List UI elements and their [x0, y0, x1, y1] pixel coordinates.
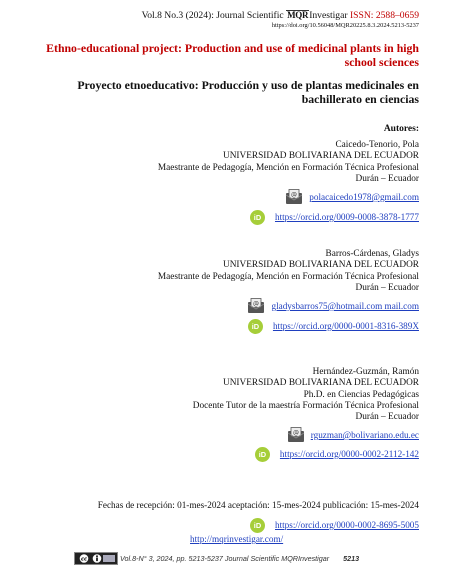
author-orcid-row	[248, 319, 419, 333]
doi[interactable]: https://doi.org/10.56048/MQR20225.8.3.2024.5213-5237	[271, 22, 419, 29]
author-email-row	[285, 190, 419, 204]
footer-citation: Vol.8-N° 3, 2024, pp. 5213-5237 Journal Scientific MQRInvestigar	[120, 554, 330, 563]
issn: ISSN: 2588–0659	[349, 10, 419, 21]
author-location: Durán – Ecuador	[355, 412, 419, 423]
reception-dates: Fechas de recepción: 01-mes-2024 aceptación: 15-mes-2024 publicación: 15-mes-2024	[97, 500, 419, 510]
author-block	[0, 367, 419, 423]
author-name: Barros-Cárdenas, Gladys	[325, 249, 419, 259]
author-university: UNIVERSIDAD BOLIVARIANA DEL ECUADOR	[222, 378, 419, 389]
orcid-id-icon: iD	[255, 447, 270, 462]
author-block	[0, 249, 419, 294]
journal-url-link[interactable]: http://mqrinvestigar.com/	[190, 534, 284, 544]
author-email-row	[287, 428, 419, 442]
author-location: Durán – Ecuador	[355, 282, 419, 293]
author-orcid-row	[250, 210, 419, 224]
journal-orcid-row	[250, 518, 419, 532]
creative-commons-by-icon	[74, 552, 118, 565]
envelope-at-icon	[287, 427, 305, 443]
orcid-id-icon: iD	[250, 210, 265, 225]
svg-text:cc: cc	[81, 556, 87, 563]
author-orcid-link[interactable]: https://orcid.org/0000-0002-2112-142	[279, 449, 419, 459]
author-university: UNIVERSIDAD BOLIVARIANA DEL ECUADOR	[222, 260, 419, 271]
journal-orcid-link[interactable]: https://orcid.org/0000-0002-8695-5005	[274, 520, 419, 530]
author-block	[0, 140, 419, 185]
journal-suffix: Investigar	[309, 10, 348, 21]
author-email-link[interactable]: rguzman@bolivariano.edu.ec	[310, 430, 419, 440]
orcid-id-icon: iD	[250, 518, 265, 533]
author-location: Durán – Ecuador	[355, 173, 419, 184]
title-english: Ethno-educational project: Production and use of medicinal plants in high school sciences	[46, 41, 419, 69]
author-email-row	[247, 299, 419, 313]
svg-text:@: @	[291, 191, 298, 199]
volume-text: Vol.8 No.3 (2024): Journal Scientific	[141, 10, 287, 21]
page-footer	[74, 552, 359, 565]
journal-header	[142, 10, 419, 21]
svg-text:@: @	[292, 429, 299, 437]
author-name: Hernández-Guzmán, Ramón	[312, 367, 419, 377]
author-orcid-link[interactable]: https://orcid.org/0000-0001-8316-389X	[272, 321, 419, 331]
author-orcid-row	[255, 447, 419, 461]
page-number: 5213	[343, 554, 360, 563]
orcid-id-icon: iD	[248, 319, 263, 334]
author-degree: Maestrante de Pedagogía, Mención en Formación Técnica Profesional	[157, 271, 419, 282]
mqr-logo: MQR	[287, 10, 309, 20]
svg-text:@: @	[253, 300, 260, 308]
author-role: Docente Tutor de la maestría Formación Técnica Profesional	[192, 400, 419, 411]
envelope-at-icon	[247, 298, 265, 314]
author-name: Caicedo-Tenorio, Pola	[335, 140, 419, 150]
author-orcid-link[interactable]: https://orcid.org/0009-0008-3878-1777	[274, 212, 419, 222]
title-spanish: Proyecto etnoeducativo: Producción y uso de plantas medicinales en bachillerato en ciencias	[77, 78, 419, 106]
author-degree: Maestrante de Pedagogía, Mención en Formación Técnica Profesional	[157, 162, 419, 173]
author-degree: Ph.D. en Ciencias Pedagógicas	[303, 389, 419, 400]
author-university: UNIVERSIDAD BOLIVARIANA DEL ECUADOR	[222, 151, 419, 162]
authors-label: Autores:	[383, 124, 419, 134]
author-email-link[interactable]: polacaicedo1978@gmail.com	[309, 192, 419, 202]
envelope-at-icon	[285, 189, 303, 205]
journal-url-row	[190, 534, 283, 544]
author-email-link[interactable]: gladysbarros75@hotmail.com mail.com	[271, 301, 419, 311]
